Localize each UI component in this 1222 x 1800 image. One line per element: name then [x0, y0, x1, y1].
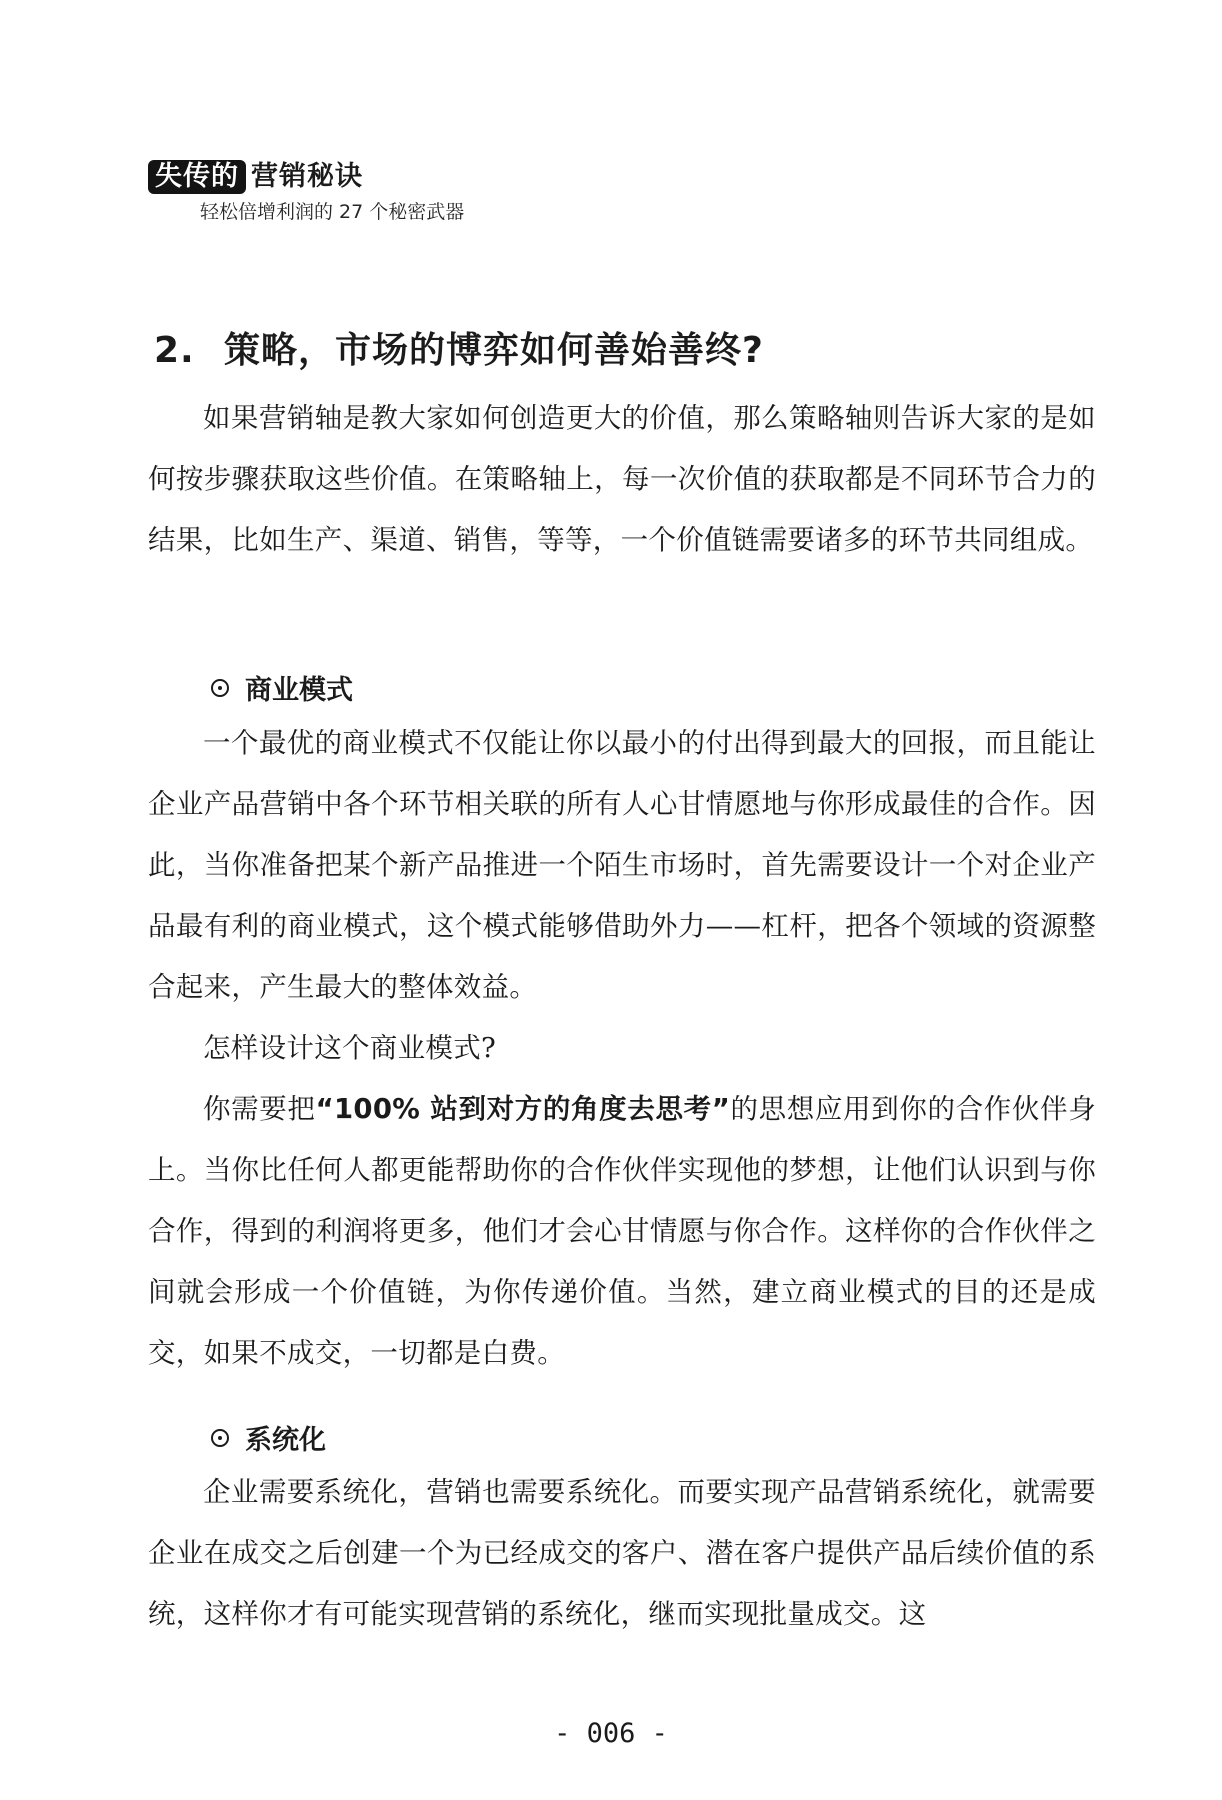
subheading-text: 商业模式	[245, 675, 353, 706]
section-title	[154, 322, 764, 373]
circle-dot-bullet-icon	[211, 1429, 229, 1447]
body-paragraph	[148, 1079, 1096, 1384]
brand-highlight: 失传的	[148, 160, 246, 194]
book-subtitle: 轻松倍增利润的 27 个秘密武器	[200, 201, 465, 223]
body-paragraph: 怎样设计这个商业模式?	[203, 1032, 497, 1064]
business-model-block	[148, 713, 1096, 1384]
book-brand	[148, 160, 464, 194]
body-paragraph: 一个最优的商业模式不仅能让你以最小的付出得到最大的回报，而且能让企业产品营销中各个环节相关联的所有人心甘情愿地与你形成最佳的合作。因此，当你准备把某个新产品推进一个陌生市场时，首先需要设计一个对企业产品最有利的商业模式，这个模式能够借助外力——杠杆，把各个领域的资源整合起来，产生最大的整体效益。	[148, 727, 1096, 1003]
subheading-systematization	[211, 1418, 326, 1457]
intro-block	[148, 388, 1096, 571]
paragraph-text: 的思想应用到你的合作伙伴身上。当你比任何人都更能帮助你的合作伙伴实现他的梦想，让他们认识到与你合作，得到的利润将更多，他们才会心甘情愿与你合作。这样你的合作伙伴之间就会形成一个价值链，为你传递价值。当然，建立商业模式的目的还是成交，如果不成交，一切都是白费。	[148, 1093, 1097, 1369]
subheading-business-model	[211, 668, 353, 707]
systematization-block	[148, 1462, 1096, 1645]
paragraph-text: 你需要把	[203, 1093, 316, 1125]
page-number: - 006 -	[554, 1718, 668, 1749]
subheading-text: 系统化	[245, 1425, 326, 1456]
brand-title: 营销秘诀	[251, 161, 363, 192]
body-paragraph: 企业需要系统化，营销也需要系统化。而要实现产品营销系统化，就需要企业在成交之后创建一个为已经成交的客户、潜在客户提供产品后续价值的系统，这样你才有可能实现营销的系统化，继而实现批量成交。这	[148, 1476, 1096, 1630]
section-number: 2.	[154, 330, 195, 371]
book-header	[148, 160, 464, 224]
emphasis-text: “100% 站到对方的角度去思考”	[315, 1093, 731, 1125]
circle-dot-bullet-icon	[211, 679, 229, 697]
section-title-text: 策略，市场的博弈如何善始善终?	[224, 330, 764, 371]
intro-paragraph: 如果营销轴是教大家如何创造更大的价值，那么策略轴则告诉大家的是如何按步骤获取这些价值。在策略轴上，每一次价值的获取都是不同环节合力的结果，比如生产、渠道、销售，等等，一个价值链需要诸多的环节共同组成。	[148, 402, 1096, 556]
